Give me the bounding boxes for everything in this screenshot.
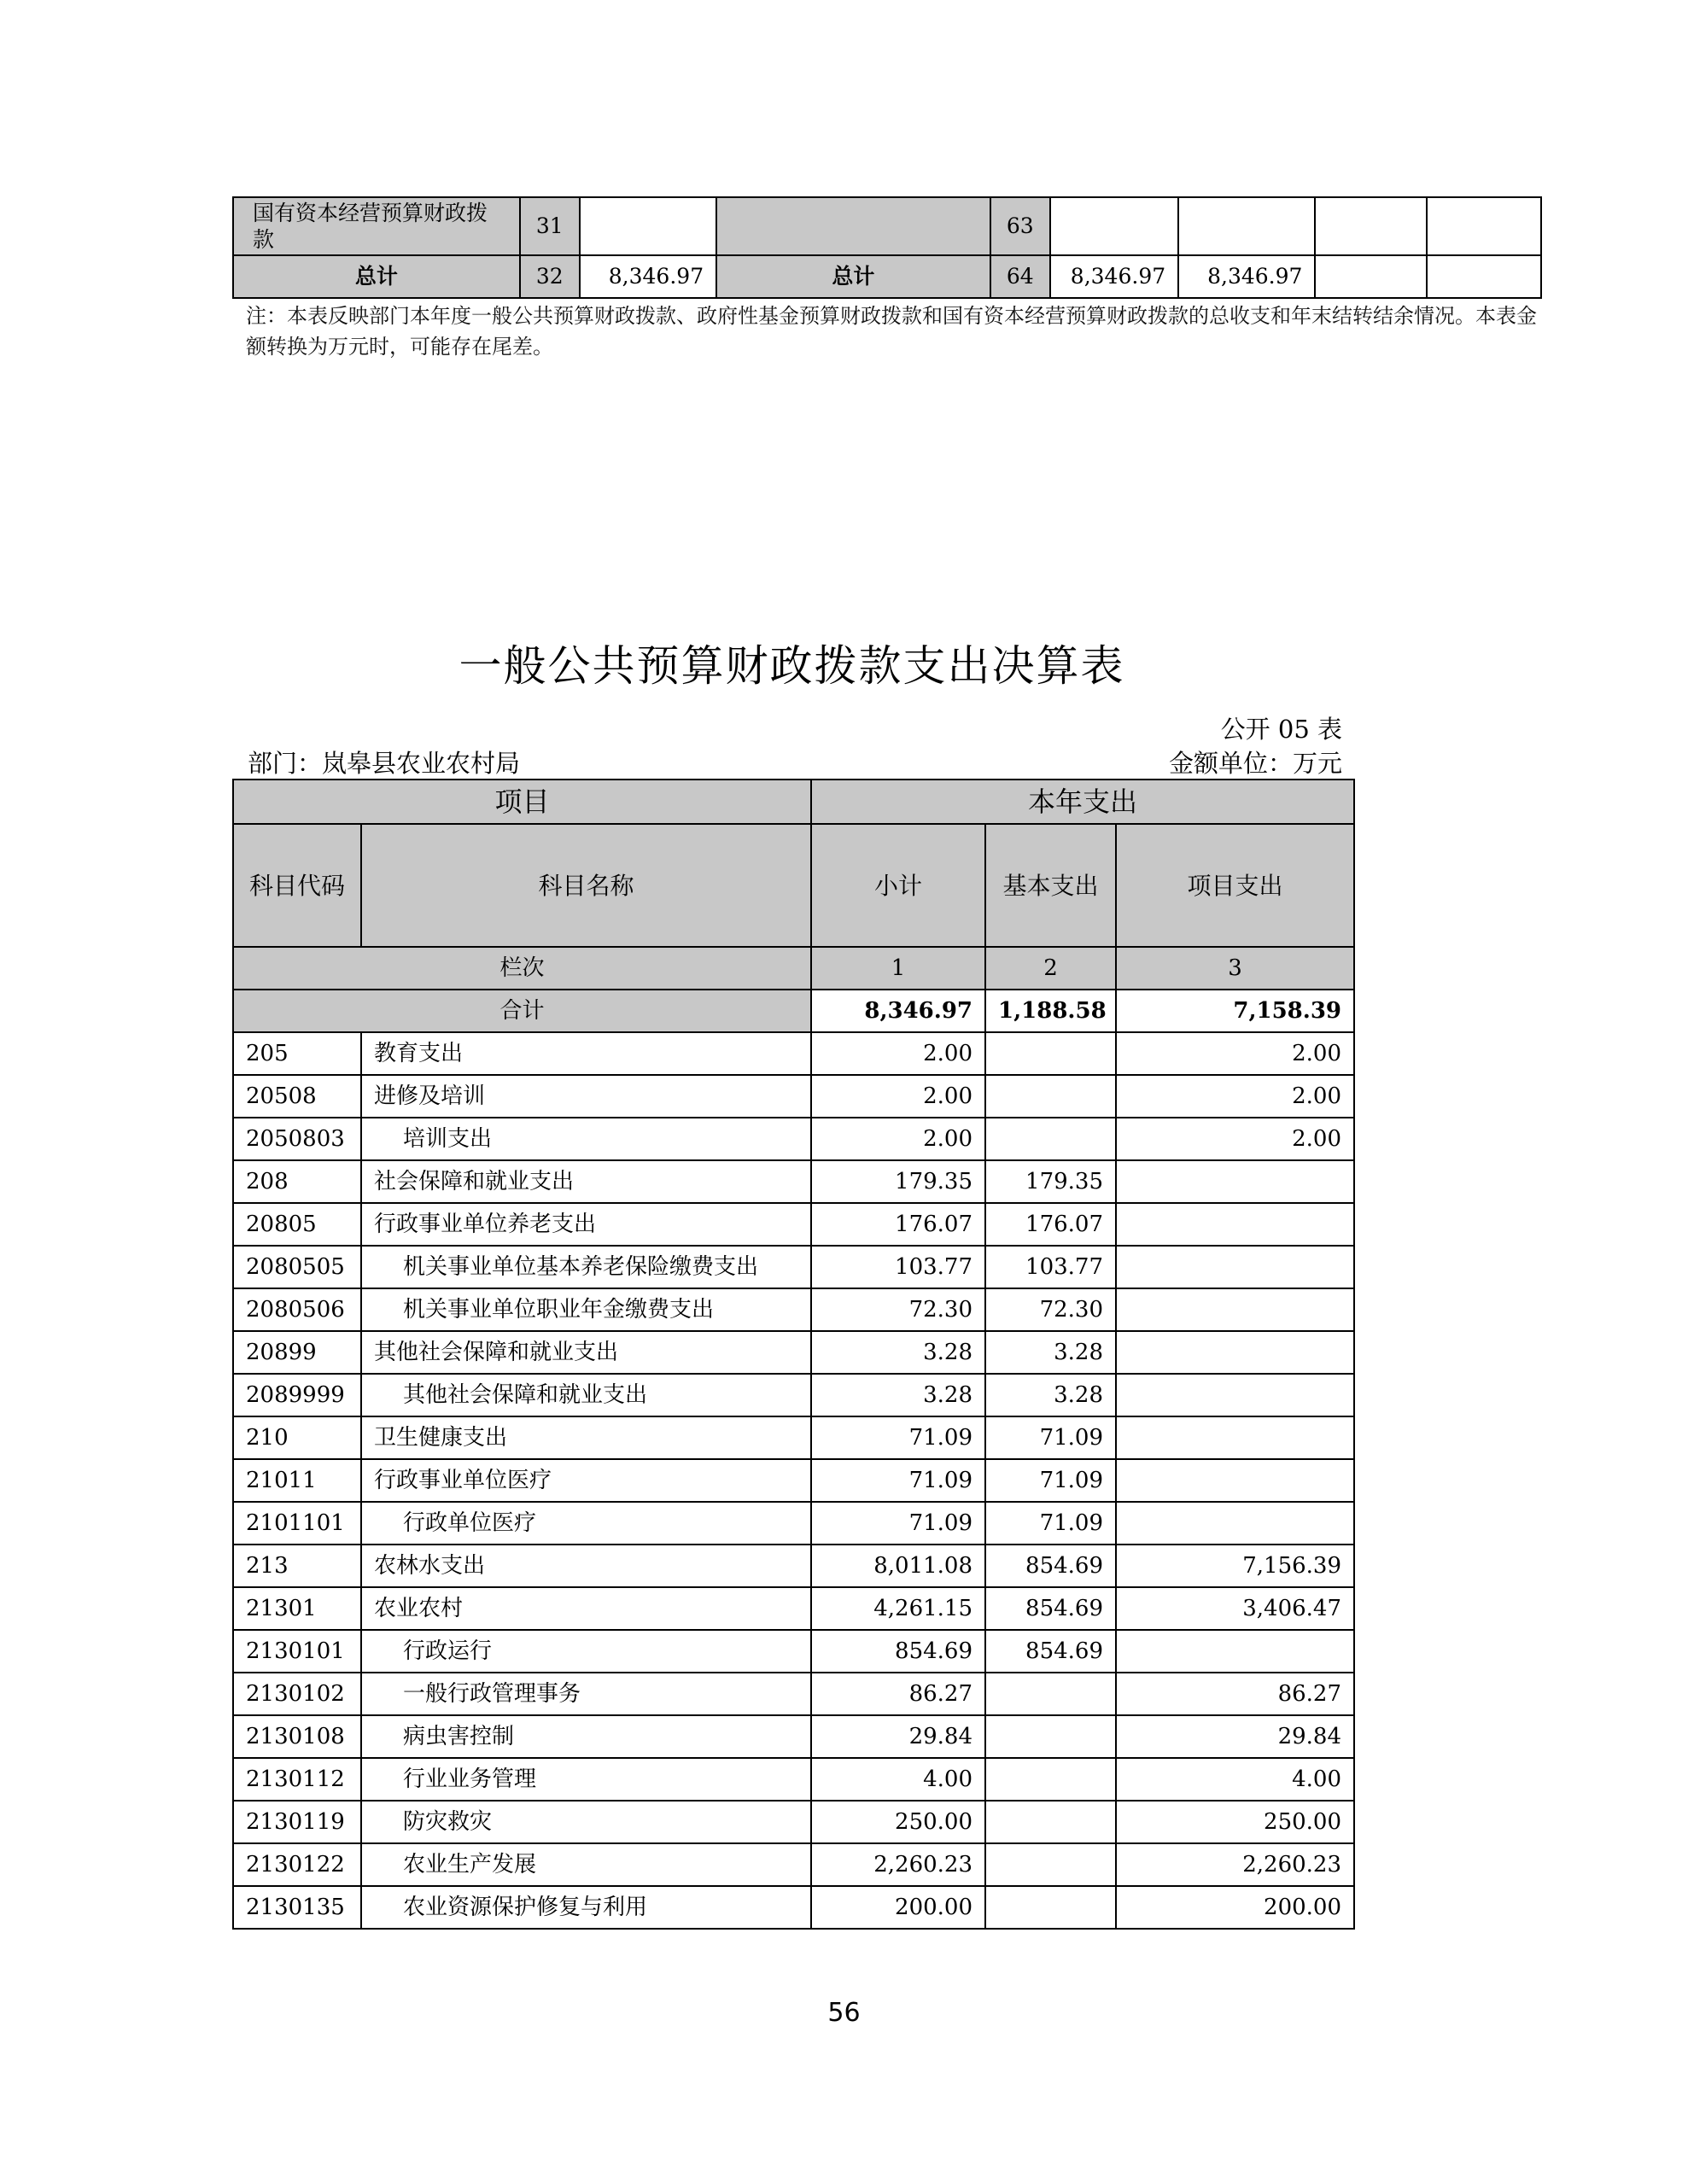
code-cell: 2050803 <box>233 1118 361 1160</box>
code-cell: 21011 <box>233 1459 361 1502</box>
basic-cell: 854.69 <box>985 1587 1116 1630</box>
table-row <box>233 1118 1354 1160</box>
name-cell: 培训支出 <box>361 1118 811 1160</box>
code-cell: 213 <box>233 1545 361 1587</box>
code-cell: 20508 <box>233 1075 361 1118</box>
table-row <box>233 1032 1354 1075</box>
total-project: 7,158.39 <box>1116 990 1354 1032</box>
header-row <box>233 824 1354 947</box>
code-cell: 210 <box>233 1416 361 1459</box>
name-cell: 进修及培训 <box>361 1075 811 1118</box>
subtotal-cell: 71.09 <box>811 1459 985 1502</box>
project-cell: 250.00 <box>1116 1801 1354 1843</box>
basic-cell: 3.28 <box>985 1374 1116 1416</box>
code-cell: 205 <box>233 1032 361 1075</box>
project-cell <box>1116 1374 1354 1416</box>
table-row <box>233 1459 1354 1502</box>
project-cell <box>1116 1416 1354 1459</box>
basic-cell: 854.69 <box>985 1545 1116 1587</box>
name-cell: 其他社会保障和就业支出 <box>361 1374 811 1416</box>
basic-cell: 854.69 <box>985 1630 1116 1673</box>
code-cell: 20899 <box>233 1331 361 1374</box>
table-row <box>233 1886 1354 1929</box>
subtotal-cell: 103.77 <box>811 1246 985 1288</box>
basic-cell <box>985 1801 1116 1843</box>
code-cell: 2130108 <box>233 1715 361 1758</box>
project-cell <box>1116 1288 1354 1331</box>
name-cell: 防灾救灾 <box>361 1801 811 1843</box>
subtotal-cell: 29.84 <box>811 1715 985 1758</box>
project-cell <box>1116 1331 1354 1374</box>
name-cell: 行政事业单位养老支出 <box>361 1203 811 1246</box>
basic-cell: 71.09 <box>985 1459 1116 1502</box>
header-basic: 基本支出 <box>985 824 1116 947</box>
subtotal-cell: 2.00 <box>811 1032 985 1075</box>
basic-cell <box>985 1715 1116 1758</box>
project-cell: 2.00 <box>1116 1032 1354 1075</box>
code-cell: 2130122 <box>233 1843 361 1886</box>
table-row <box>233 1801 1354 1843</box>
name-cell: 农业农村 <box>361 1587 811 1630</box>
subtotal-cell: 3.28 <box>811 1374 985 1416</box>
department-label: 部门：岚皋县农业农村局 <box>248 749 521 778</box>
name-cell: 社会保障和就业支出 <box>361 1160 811 1203</box>
project-cell: 3,406.47 <box>1116 1587 1354 1630</box>
basic-cell: 103.77 <box>985 1246 1116 1288</box>
project-cell <box>1116 1459 1354 1502</box>
table-row <box>233 1715 1354 1758</box>
header-name: 科目名称 <box>361 824 811 947</box>
table-row <box>233 1203 1354 1246</box>
subtotal-cell: 4.00 <box>811 1758 985 1801</box>
code-cell: 2130102 <box>233 1673 361 1715</box>
table-number: 公开 05 表 <box>1220 715 1342 744</box>
basic-cell: 176.07 <box>985 1203 1116 1246</box>
basic-cell <box>985 1843 1116 1886</box>
code-cell: 21301 <box>233 1587 361 1630</box>
column-no: 1 <box>811 947 985 990</box>
column-no: 3 <box>1116 947 1354 990</box>
subtotal-cell: 71.09 <box>811 1502 985 1545</box>
code-cell: 2130135 <box>233 1886 361 1929</box>
project-cell: 2.00 <box>1116 1075 1354 1118</box>
table-row <box>233 197 1541 255</box>
total-subtotal: 8,346.97 <box>811 990 985 1032</box>
subtotal-cell: 2,260.23 <box>811 1843 985 1886</box>
subtotal-cell: 3.28 <box>811 1331 985 1374</box>
basic-cell <box>985 1758 1116 1801</box>
basic-cell <box>985 1032 1116 1075</box>
value-cell <box>1315 255 1426 298</box>
header-row <box>233 780 1354 824</box>
project-cell <box>1116 1502 1354 1545</box>
code-cell: 2130112 <box>233 1758 361 1801</box>
name-cell: 行政事业单位医疗 <box>361 1459 811 1502</box>
amount-cell <box>580 197 716 255</box>
code-cell: 2080505 <box>233 1246 361 1288</box>
page-number: 56 <box>827 1998 861 2028</box>
subtotal-cell: 71.09 <box>811 1416 985 1459</box>
name-cell: 行政运行 <box>361 1630 811 1673</box>
table-row <box>233 1374 1354 1416</box>
table-row <box>233 1331 1354 1374</box>
project-cell: 2.00 <box>1116 1118 1354 1160</box>
total-label: 合计 <box>233 990 811 1032</box>
value-cell <box>1178 197 1315 255</box>
right-item-cell <box>716 197 990 255</box>
basic-cell: 72.30 <box>985 1288 1116 1331</box>
project-cell <box>1116 1160 1354 1203</box>
header-project: 项目 <box>233 780 811 824</box>
code-cell: 2089999 <box>233 1374 361 1416</box>
header-code: 科目代码 <box>233 824 361 947</box>
page-title: 一般公共预算财政拨款支出决算表 <box>459 641 1125 691</box>
total-basic: 1,188.58 <box>985 990 1116 1032</box>
value-cell: 8,346.97 <box>1050 255 1178 298</box>
code-cell: 2080506 <box>233 1288 361 1331</box>
subtotal-cell: 86.27 <box>811 1673 985 1715</box>
right-line-no-cell: 64 <box>990 255 1050 298</box>
value-cell <box>1315 197 1426 255</box>
header-subtotal: 小计 <box>811 824 985 947</box>
line-no-cell: 31 <box>520 197 580 255</box>
table-row <box>233 1758 1354 1801</box>
project-cell <box>1116 1246 1354 1288</box>
code-cell: 2130101 <box>233 1630 361 1673</box>
name-cell: 卫生健康支出 <box>361 1416 811 1459</box>
subtotal-cell: 2.00 <box>811 1075 985 1118</box>
total-row <box>233 990 1354 1032</box>
header-row <box>233 947 1354 990</box>
basic-cell: 3.28 <box>985 1331 1116 1374</box>
name-cell: 农业生产发展 <box>361 1843 811 1886</box>
table-row <box>233 1160 1354 1203</box>
header-this-year: 本年支出 <box>811 780 1354 824</box>
unit-label: 金额单位：万元 <box>1168 749 1342 778</box>
name-cell: 行政单位医疗 <box>361 1502 811 1545</box>
code-cell: 2130119 <box>233 1801 361 1843</box>
project-cell <box>1116 1203 1354 1246</box>
subtotal-cell: 200.00 <box>811 1886 985 1929</box>
basic-cell <box>985 1886 1116 1929</box>
name-cell: 病虫害控制 <box>361 1715 811 1758</box>
name-cell: 农业资源保护修复与利用 <box>361 1886 811 1929</box>
code-cell: 20805 <box>233 1203 361 1246</box>
project-cell: 200.00 <box>1116 1886 1354 1929</box>
project-cell: 86.27 <box>1116 1673 1354 1715</box>
name-cell: 教育支出 <box>361 1032 811 1075</box>
expenditure-table <box>232 779 1355 1930</box>
name-cell: 机关事业单位基本养老保险缴费支出 <box>361 1246 811 1288</box>
project-cell: 4.00 <box>1116 1758 1354 1801</box>
subtotal-cell: 4,261.15 <box>811 1587 985 1630</box>
item-cell: 国有资本经营预算财政拨款 <box>233 197 520 255</box>
project-cell <box>1116 1630 1354 1673</box>
table-row <box>233 1587 1354 1630</box>
basic-cell: 71.09 <box>985 1416 1116 1459</box>
continued-summary-table <box>232 196 1542 299</box>
column-no-label: 栏次 <box>233 947 811 990</box>
name-cell: 一般行政管理事务 <box>361 1673 811 1715</box>
value-cell <box>1427 197 1541 255</box>
total-label-cell: 总计 <box>233 255 520 298</box>
table-row <box>233 1502 1354 1545</box>
subtotal-cell: 176.07 <box>811 1203 985 1246</box>
line-no-cell: 32 <box>520 255 580 298</box>
subtotal-cell: 854.69 <box>811 1630 985 1673</box>
table-row <box>233 1416 1354 1459</box>
table-row <box>233 1246 1354 1288</box>
subtotal-cell: 179.35 <box>811 1160 985 1203</box>
table-row <box>233 1075 1354 1118</box>
subtotal-cell: 2.00 <box>811 1118 985 1160</box>
total-label-cell: 总计 <box>716 255 990 298</box>
basic-cell: 71.09 <box>985 1502 1116 1545</box>
table-row <box>233 255 1541 298</box>
basic-cell <box>985 1118 1116 1160</box>
project-cell: 29.84 <box>1116 1715 1354 1758</box>
basic-cell <box>985 1673 1116 1715</box>
value-cell <box>1050 197 1178 255</box>
basic-cell <box>985 1075 1116 1118</box>
basic-cell: 179.35 <box>985 1160 1116 1203</box>
table-note: 注：本表反映部门本年度一般公共预算财政拨款、政府性基金预算财政拨款和国有资本经营预算财政拨款的总收支和年末结转结余情况。本表金额转换为万元时，可能存在尾差。 <box>246 304 1537 359</box>
table-row <box>233 1673 1354 1715</box>
value-cell: 8,346.97 <box>1178 255 1315 298</box>
table-row <box>233 1545 1354 1587</box>
table-row <box>233 1288 1354 1331</box>
name-cell: 农林水支出 <box>361 1545 811 1587</box>
subtotal-cell: 72.30 <box>811 1288 985 1331</box>
project-cell: 7,156.39 <box>1116 1545 1354 1587</box>
header-project-exp: 项目支出 <box>1116 824 1354 947</box>
subtotal-cell: 250.00 <box>811 1801 985 1843</box>
name-cell: 行业业务管理 <box>361 1758 811 1801</box>
project-cell: 2,260.23 <box>1116 1843 1354 1886</box>
code-cell: 2101101 <box>233 1502 361 1545</box>
value-cell <box>1427 255 1541 298</box>
name-cell: 其他社会保障和就业支出 <box>361 1331 811 1374</box>
right-line-no-cell: 63 <box>990 197 1050 255</box>
table-row <box>233 1843 1354 1886</box>
name-cell: 机关事业单位职业年金缴费支出 <box>361 1288 811 1331</box>
table-row <box>233 1630 1354 1673</box>
code-cell: 208 <box>233 1160 361 1203</box>
subtotal-cell: 8,011.08 <box>811 1545 985 1587</box>
column-no: 2 <box>985 947 1116 990</box>
amount-cell: 8,346.97 <box>580 255 716 298</box>
